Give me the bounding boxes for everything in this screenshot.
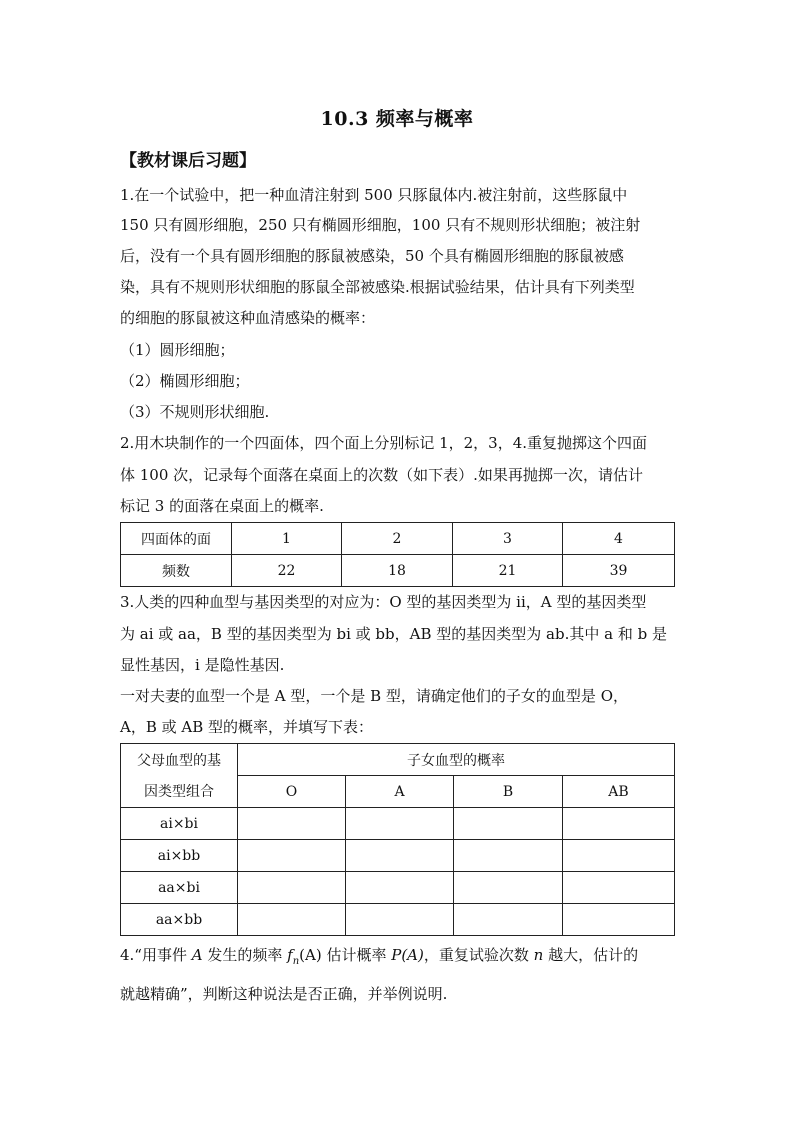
table-cell: ai×bi	[121, 808, 238, 840]
table-cell	[346, 904, 454, 936]
problem1-item-3: （3）不规则形状细胞.	[120, 403, 270, 421]
problem1-line-4: 染，具有不规则形状细胞的豚鼠全部被感染.根据试验结果，估计具有下列类型	[120, 278, 635, 296]
table-row	[121, 872, 675, 904]
table-cell	[238, 808, 346, 840]
table-cell: 1	[232, 523, 342, 555]
table-cell	[563, 872, 675, 904]
problem4-text: 4.“用事件	[120, 946, 192, 964]
frequency-subscript: n	[292, 956, 300, 967]
problem2-line-3: 标记 3 的面落在桌面上的概率.	[120, 497, 324, 515]
table-cell	[346, 808, 454, 840]
table-row	[121, 808, 675, 840]
event-symbol: A	[191, 946, 203, 964]
probability-symbol: P(A)	[391, 946, 424, 964]
section-heading: 【教材课后习题】	[120, 151, 256, 171]
table-cell: 2	[342, 523, 453, 555]
table-header-cell: A	[346, 776, 454, 808]
problem3-line-3: 显性基因，i 是隐性基因.	[120, 656, 285, 674]
problem2-line-1: 2.用木块制作的一个四面体，四个面上分别标记 1，2，3，4.重复抛掷这个四面	[120, 434, 648, 452]
table-cell: 频数	[121, 555, 232, 587]
table-cell	[238, 904, 346, 936]
page-title: 10.3 频率与概率	[320, 108, 474, 130]
table-cell	[563, 808, 675, 840]
problem3-line-2: 为 ai 或 aa，B 型的基因类型为 bi 或 bb，AB 型的基因类型为 ab.其中 a 和 b 是	[120, 625, 667, 643]
table-cell: ai×bb	[121, 840, 238, 872]
tetrahedron-frequency-table	[120, 522, 675, 587]
problem4-line-1	[120, 945, 638, 972]
table-cell	[454, 904, 563, 936]
table-cell	[563, 904, 675, 936]
table-row	[121, 904, 675, 936]
table-cell: 18	[342, 555, 453, 587]
table-cell: 22	[232, 555, 342, 587]
problem4-text: (A) 估计概率	[299, 946, 392, 964]
table-header-cell: 父母血型的基	[121, 744, 238, 776]
problem1-line-1: 1.在一个试验中，把一种血清注射到 500 只豚鼠体内.被注射前，这些豚鼠中	[120, 186, 628, 204]
problem3-line-5: A，B 或 AB 型的概率，并填写下表：	[120, 718, 374, 736]
table-row	[121, 744, 675, 776]
table-cell: 21	[453, 555, 563, 587]
table-cell: aa×bi	[121, 872, 238, 904]
frequency-symbol: f	[287, 946, 293, 964]
table-cell	[346, 840, 454, 872]
problem1-item-2: （2）椭圆形细胞；	[120, 372, 250, 390]
table-header-cell: 因类型组合	[121, 776, 238, 808]
table-cell	[454, 840, 563, 872]
table-row	[121, 840, 675, 872]
problem2-line-2: 体 100 次，记录每个面落在桌面上的次数（如下表）.如果再抛掷一次，请估计	[120, 466, 643, 484]
table-cell	[346, 872, 454, 904]
n-symbol: n	[533, 946, 544, 964]
table-row	[121, 555, 675, 587]
problem1-item-1: （1）圆形细胞；	[120, 341, 235, 359]
table-header-cell: O	[238, 776, 346, 808]
blood-type-probability-table	[120, 743, 675, 936]
table-row	[121, 776, 675, 808]
table-cell: 39	[563, 555, 675, 587]
problem4-text: 越大，估计的	[543, 946, 639, 964]
problem4-text: ，重复试验次数	[423, 946, 534, 964]
table-cell	[238, 840, 346, 872]
table-group-header: 子女血型的概率	[238, 744, 675, 776]
problem3-line-4: 一对夫妻的血型一个是 A 型，一个是 B 型，请确定他们的子女的血型是 O，	[120, 687, 628, 705]
table-cell: 四面体的面	[121, 523, 232, 555]
table-cell: 4	[563, 523, 675, 555]
problem1-line-2: 150 只有圆形细胞，250 只有椭圆形细胞，100 只有不规则形状细胞；被注射	[120, 216, 641, 234]
table-cell	[454, 808, 563, 840]
table-row	[121, 523, 675, 555]
table-cell: aa×bb	[121, 904, 238, 936]
table-cell: 3	[453, 523, 563, 555]
problem1-line-3: 后，没有一个具有圆形细胞的豚鼠被感染，50 个具有椭圆形细胞的豚鼠被感	[120, 247, 624, 265]
problem1-line-5: 的细胞的豚鼠被这种血清感染的概率：	[120, 309, 376, 327]
problem3-line-1: 3.人类的四种血型与基因类型的对应为：O 型的基因类型为 ii，A 型的基因类型	[120, 593, 647, 611]
table-header-cell: AB	[563, 776, 675, 808]
problem4-line-2: 就越精确”，判断这种说法是否正确，并举例说明.	[120, 985, 448, 1003]
table-cell	[238, 872, 346, 904]
problem4-text: 发生的频率	[202, 946, 288, 964]
table-cell	[454, 872, 563, 904]
table-cell	[563, 840, 675, 872]
table-header-cell: B	[454, 776, 563, 808]
